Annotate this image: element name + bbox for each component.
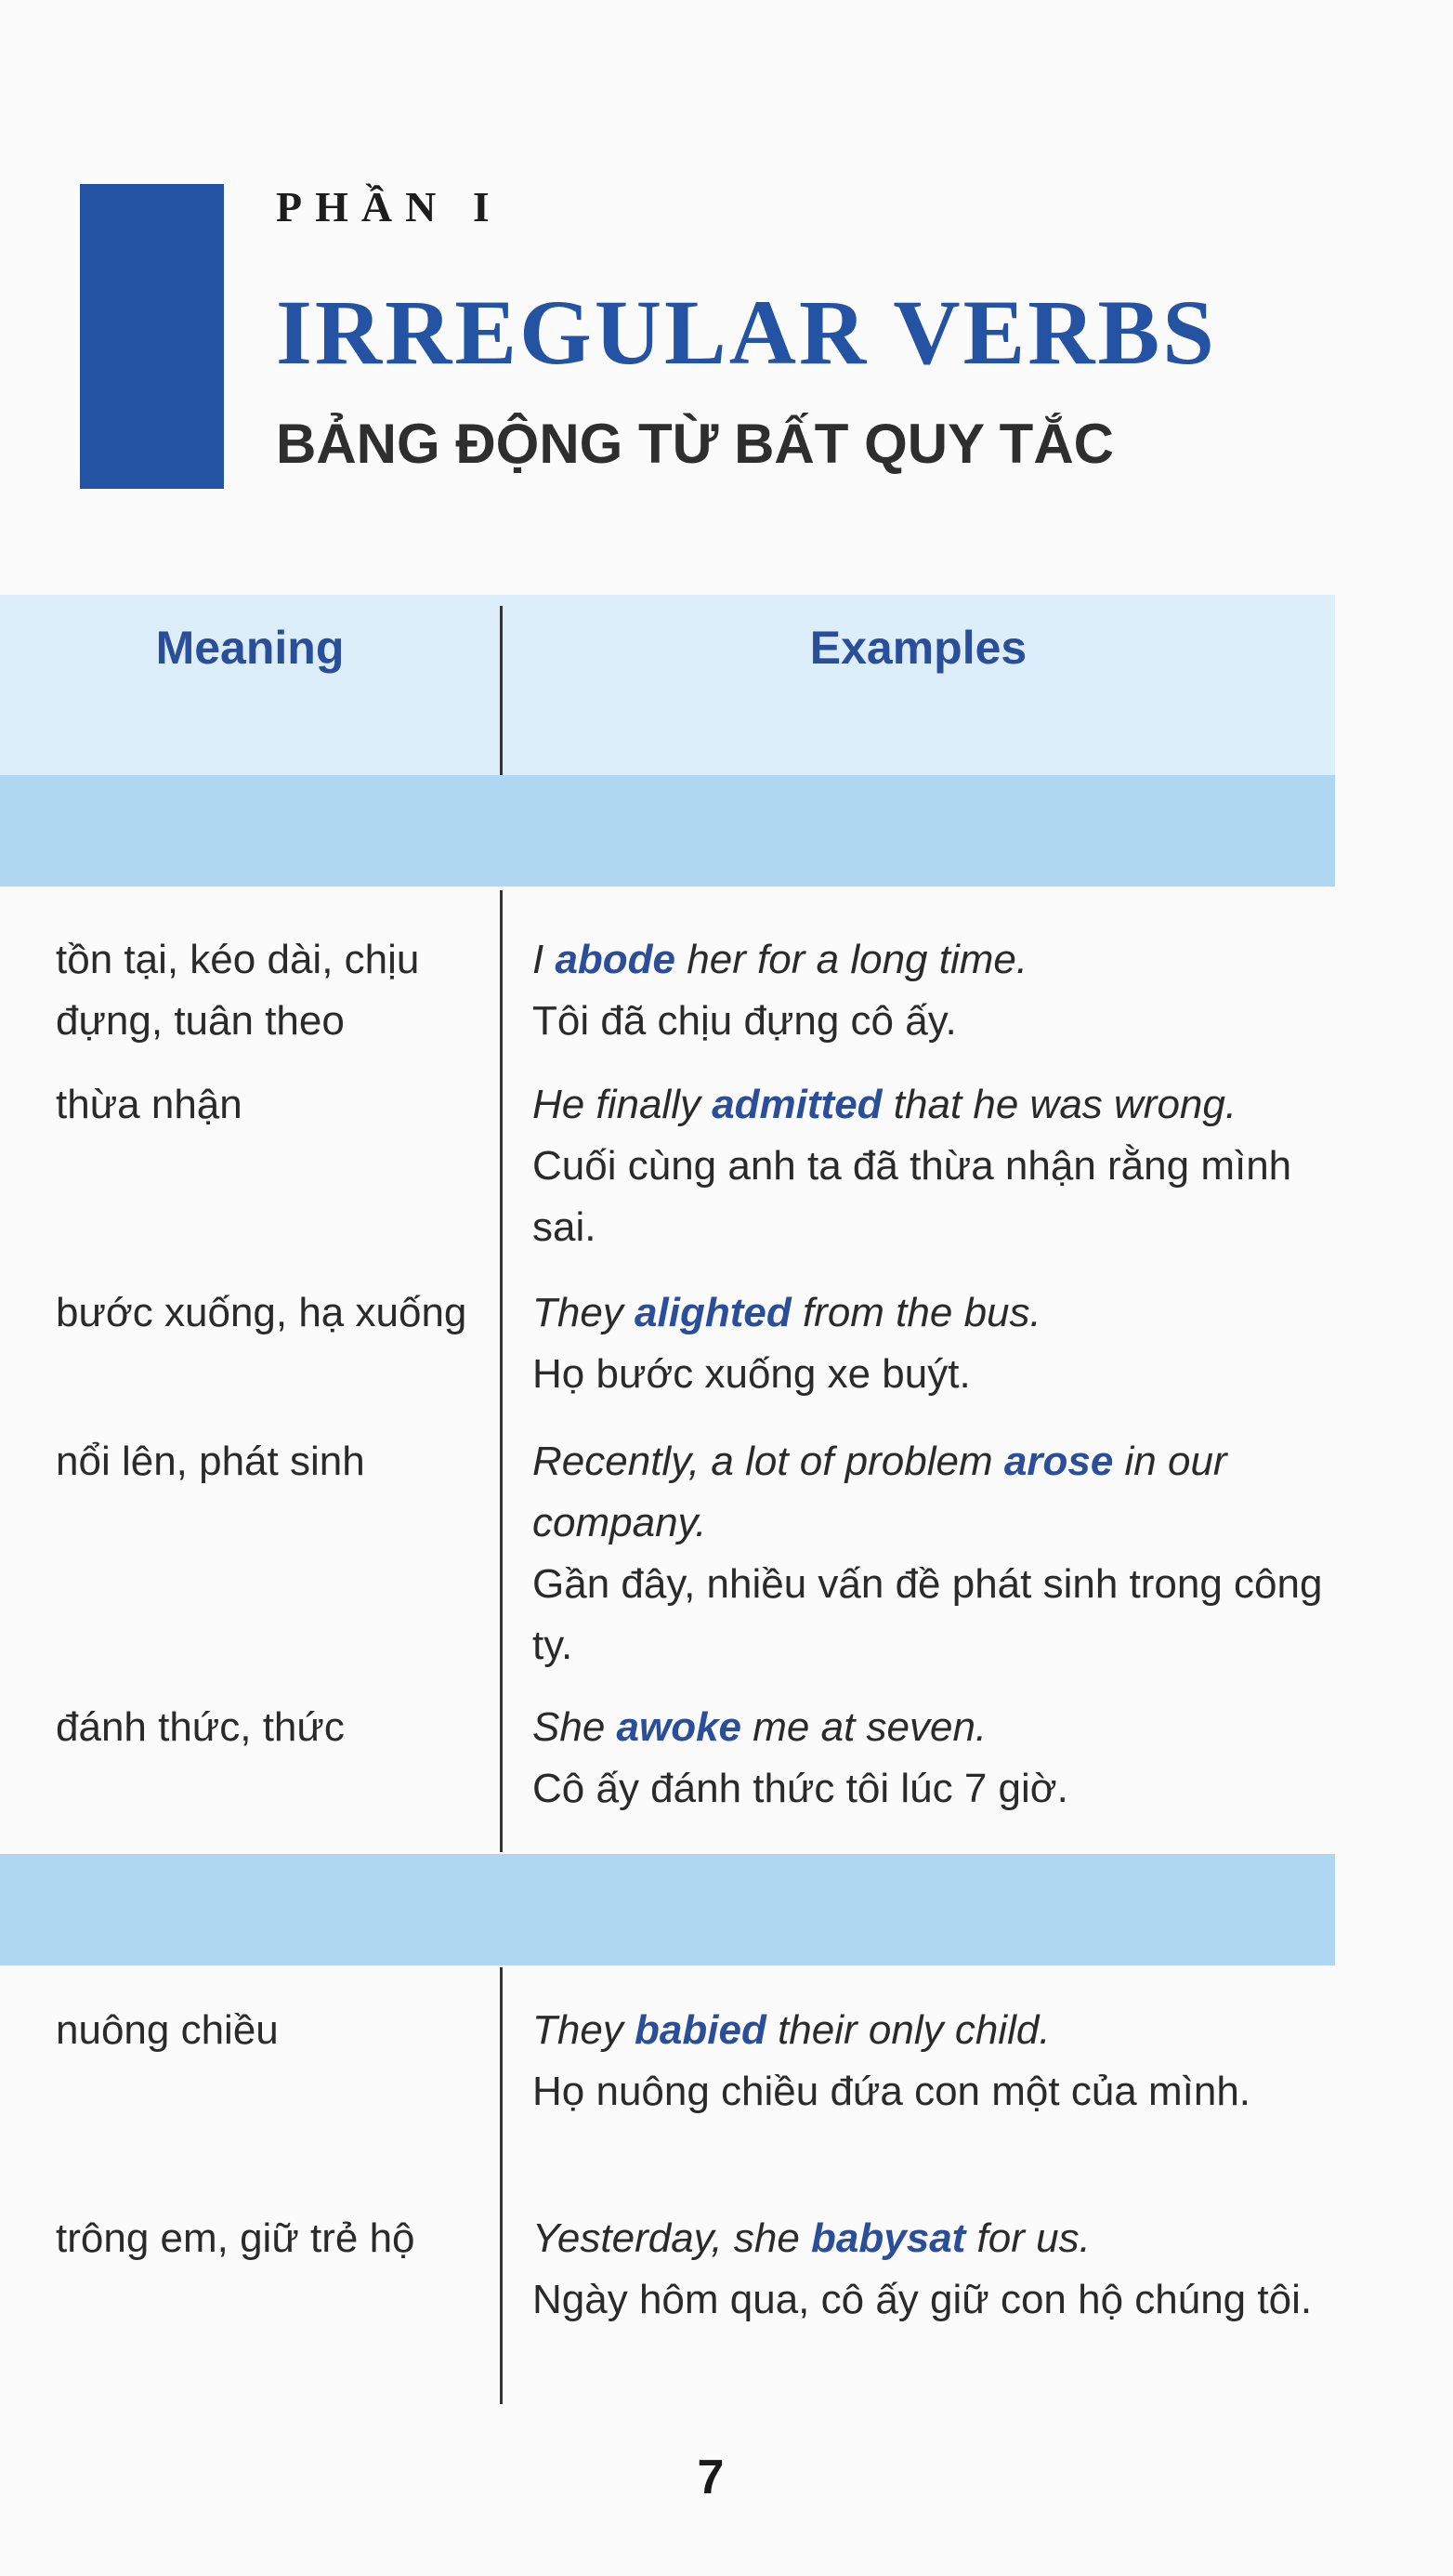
section-band-a xyxy=(0,775,1335,887)
example-english: They babied their only child. xyxy=(532,2007,1051,2053)
section-marker-block xyxy=(80,184,224,489)
column-divider xyxy=(500,1967,503,2404)
column-divider xyxy=(500,606,503,775)
verb-highlight: arose xyxy=(1003,1439,1114,1484)
example-vietnamese: Tôi đã chịu đựng cô ấy. xyxy=(532,998,957,1044)
meaning-cell: nổi lên, phát sinh xyxy=(56,1439,365,1484)
meaning-cell: đánh thức, thức xyxy=(56,1704,345,1750)
column-divider xyxy=(500,890,503,1852)
verb-highlight: babysat xyxy=(811,2215,966,2261)
example-vietnamese: Họ bước xuống xe buýt. xyxy=(532,1351,971,1397)
section-band-b xyxy=(0,1854,1335,1965)
example-cell xyxy=(532,1282,1331,1405)
page-subtitle: BẢNG ĐỘNG TỪ BẤT QUY TẮC xyxy=(276,413,1114,475)
example-vietnamese: Gần đây, nhiều vấn đề phát sinh trong công ty. xyxy=(532,1561,1323,1668)
example-english: I abode her for a long time. xyxy=(532,937,1028,982)
example-cell xyxy=(532,1074,1331,1258)
column-header-meaning: Meaning xyxy=(155,622,345,674)
example-vietnamese: Họ nuông chiều đứa con một của mình. xyxy=(532,2069,1251,2114)
example-vietnamese: Ngày hôm qua, cô ấy giữ con hộ chúng tôi. xyxy=(532,2277,1313,2322)
example-cell xyxy=(532,1697,1331,1820)
verb-highlight: abode xyxy=(555,937,676,982)
verb-highlight: admitted xyxy=(712,1082,883,1127)
example-vietnamese: Cô ấy đánh thức tôi lúc 7 giờ. xyxy=(532,1766,1068,1811)
verb-highlight: alighted xyxy=(635,1290,792,1335)
page-title: IRREGULAR VERBS xyxy=(276,281,1217,384)
example-english: She awoke me at seven. xyxy=(532,1704,988,1750)
meaning-cell: bước xuống, hạ xuống xyxy=(56,1290,467,1335)
meaning-cell: nuông chiều xyxy=(56,2007,279,2053)
meaning-cell: trông em, giữ trẻ hộ xyxy=(56,2215,415,2261)
example-english: Yesterday, she babysat for us. xyxy=(532,2215,1091,2261)
column-header-examples: Examples xyxy=(809,622,1028,674)
example-english: They alighted from the bus. xyxy=(532,1290,1041,1335)
example-cell xyxy=(532,929,1331,1052)
verb-highlight: babied xyxy=(635,2007,766,2053)
example-cell xyxy=(532,1431,1331,1676)
example-cell xyxy=(532,2000,1331,2123)
meaning-cell: thừa nhận xyxy=(56,1082,242,1127)
meaning-cell: tồn tại, kéo dài, chịu đựng, tuân theo xyxy=(56,937,420,1044)
example-english: He finally admitted that he was wrong. xyxy=(532,1082,1237,1127)
page-number: 7 xyxy=(697,2451,725,2504)
example-vietnamese: Cuối cùng anh ta đã thừa nhận rằng mình sai. xyxy=(532,1143,1292,1250)
part-label: PHẦN I xyxy=(276,183,503,230)
example-cell xyxy=(532,2208,1331,2331)
verb-highlight: awoke xyxy=(616,1704,742,1750)
example-english: Recently, a lot of problem arose in our company. xyxy=(532,1439,1227,1545)
